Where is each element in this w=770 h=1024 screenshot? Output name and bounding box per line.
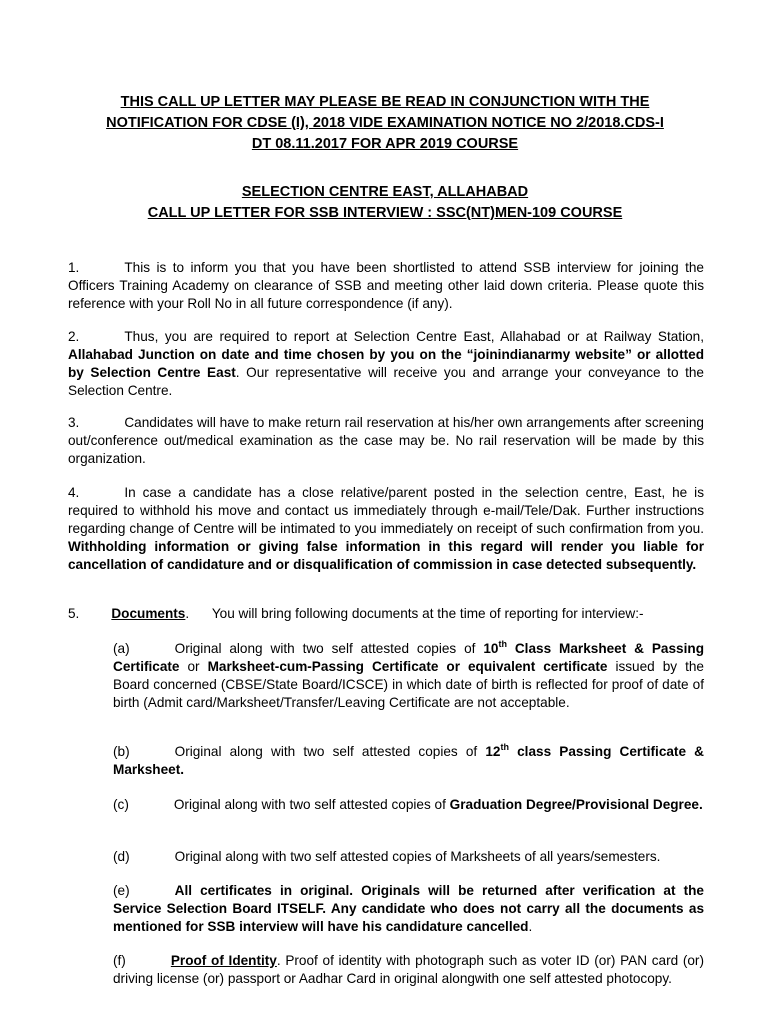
item-b-bold: class Passing Certificate & Marksheet. bbox=[113, 744, 704, 777]
item-a-bold-2: Marksheet-cum-Passing Certificate or equivalent certificate bbox=[207, 659, 608, 674]
item-e-bold: All certificates in original. Originals will be returned after verification at the Service Selection Board ITSELF. Any candidate who does not carry all the documents as mentioned for SSB interview will have his candidature cancelled bbox=[113, 883, 704, 934]
paragraph-2-number: 2. bbox=[68, 329, 80, 344]
item-d-label: (d) bbox=[113, 849, 130, 864]
item-c-text: Original along with two self attested copies of bbox=[173, 797, 450, 812]
centre-header bbox=[100, 182, 670, 224]
item-c-label: (c) bbox=[113, 797, 129, 812]
paragraph-5-text: You will bring following documents at the time of reporting for interview:- bbox=[211, 606, 644, 621]
paragraph-1-text: This is to inform you that you have been shortlisted to attend SSB interview for joining the Officers Training Academy on clearance of SSB and meeting other laid down criteria. Please quote this reference with your Roll No in all future correspondence (if any). bbox=[68, 260, 704, 311]
paragraph-1 bbox=[68, 259, 704, 313]
paragraph-4-text: In case a candidate has a close relative/parent posted in the selection centre, East, he is required to withhold his move and contact us immediately through e-mail/Tele/Dak. Further instructions regarding change of Centre will be intimated to you immediately on receipt of such confirmation from you. bbox=[68, 485, 704, 536]
centre-title: SELECTION CENTRE EAST, ALLAHABAD bbox=[241, 184, 529, 200]
item-b-class: 12 bbox=[485, 744, 501, 759]
item-f bbox=[113, 952, 704, 988]
paragraph-4 bbox=[68, 484, 704, 574]
paragraph-3 bbox=[68, 414, 704, 468]
paragraph-2 bbox=[68, 328, 704, 400]
item-b-sup: th bbox=[500, 742, 509, 752]
item-a-text-1: Original along with two self attested copies of bbox=[174, 641, 484, 656]
paragraph-1-number: 1. bbox=[68, 260, 80, 275]
call-up-title: CALL UP LETTER FOR SSB INTERVIEW : SSC(NT)MEN-109 COURSE bbox=[147, 205, 623, 221]
item-b-label: (b) bbox=[113, 744, 130, 759]
paragraph-2-text-b: . Our representative will receive you and arrange your conveyance to the Selection Centre. bbox=[68, 365, 704, 398]
paragraph-3-number: 3. bbox=[68, 415, 80, 430]
item-a-sup: th bbox=[498, 639, 507, 649]
paragraph-4-bold: Withholding information or giving false information in this regard will render you liable for cancellation of candidature and or disqualification of commission in case detected subsequently. bbox=[68, 539, 704, 572]
paragraph-3-text: Candidates will have to make return rail reservation at his/her own arrangements after screening out/conference out/medical examination as the case may be. No rail reservation will be made by this organization. bbox=[68, 415, 704, 466]
item-b-text-1: Original along with two self attested copies of bbox=[174, 744, 486, 759]
header-line-1: THIS CALL UP LETTER MAY PLEASE BE READ IN CONJUNCTION WITH THE bbox=[120, 94, 650, 110]
paragraph-5-number: 5. bbox=[68, 606, 80, 621]
item-e-label: (e) bbox=[113, 883, 130, 898]
item-e bbox=[113, 882, 704, 936]
item-a-class: 10 bbox=[483, 641, 499, 656]
item-d-text: Original along with two self attested copies of Marksheets of all years/semesters. bbox=[174, 849, 661, 864]
header-line-3: DT 08.11.2017 FOR APR 2019 COURSE bbox=[251, 136, 519, 152]
item-a-text-3: issued by the Board concerned (CBSE/State Board/ICSCE) in which date of birth is reflected for proof of date of birth (Admit card/Marksheet/Transfer/Leaving Certificate are not acceptable. bbox=[113, 659, 704, 710]
item-a-text-2: or bbox=[179, 659, 208, 674]
proof-of-identity-title: Proof of Identity bbox=[170, 953, 277, 968]
item-a-label: (a) bbox=[113, 641, 130, 656]
item-c bbox=[113, 796, 704, 814]
paragraph-4-number: 4. bbox=[68, 485, 80, 500]
paragraph-2-bold: Allahabad Junction on date and time chosen by you on the “joinindianarmy website” or allotted by Selection Centre East bbox=[68, 347, 704, 380]
item-b bbox=[113, 743, 704, 779]
paragraph-2-text-a: Thus, you are required to report at Selection Centre East, Allahabad or at Railway Station, bbox=[124, 329, 704, 344]
item-d bbox=[113, 848, 704, 866]
item-e-text: . bbox=[528, 919, 533, 934]
documents-title: Documents bbox=[111, 606, 186, 621]
item-a bbox=[113, 640, 704, 712]
item-a-bold-1: Class Marksheet & Passing Certificate bbox=[113, 641, 704, 674]
item-c-bold: Graduation Degree/Provisional Degree. bbox=[449, 797, 703, 812]
item-f-label: (f) bbox=[113, 953, 126, 968]
paragraph-5: 5. Documents. You will bring following documents at the time of reporting for interview:- bbox=[68, 606, 644, 621]
notice-header bbox=[40, 92, 730, 155]
item-f-text: . Proof of identity with photograph such as voter ID (or) PAN card (or) driving license (or) passport or Aadhar Card in original alongwith one self attested photocopy. bbox=[113, 953, 704, 986]
header-line-2: NOTIFICATION FOR CDSE (I), 2018 VIDE EXAMINATION NOTICE NO 2/2018.CDS-I bbox=[106, 115, 664, 131]
